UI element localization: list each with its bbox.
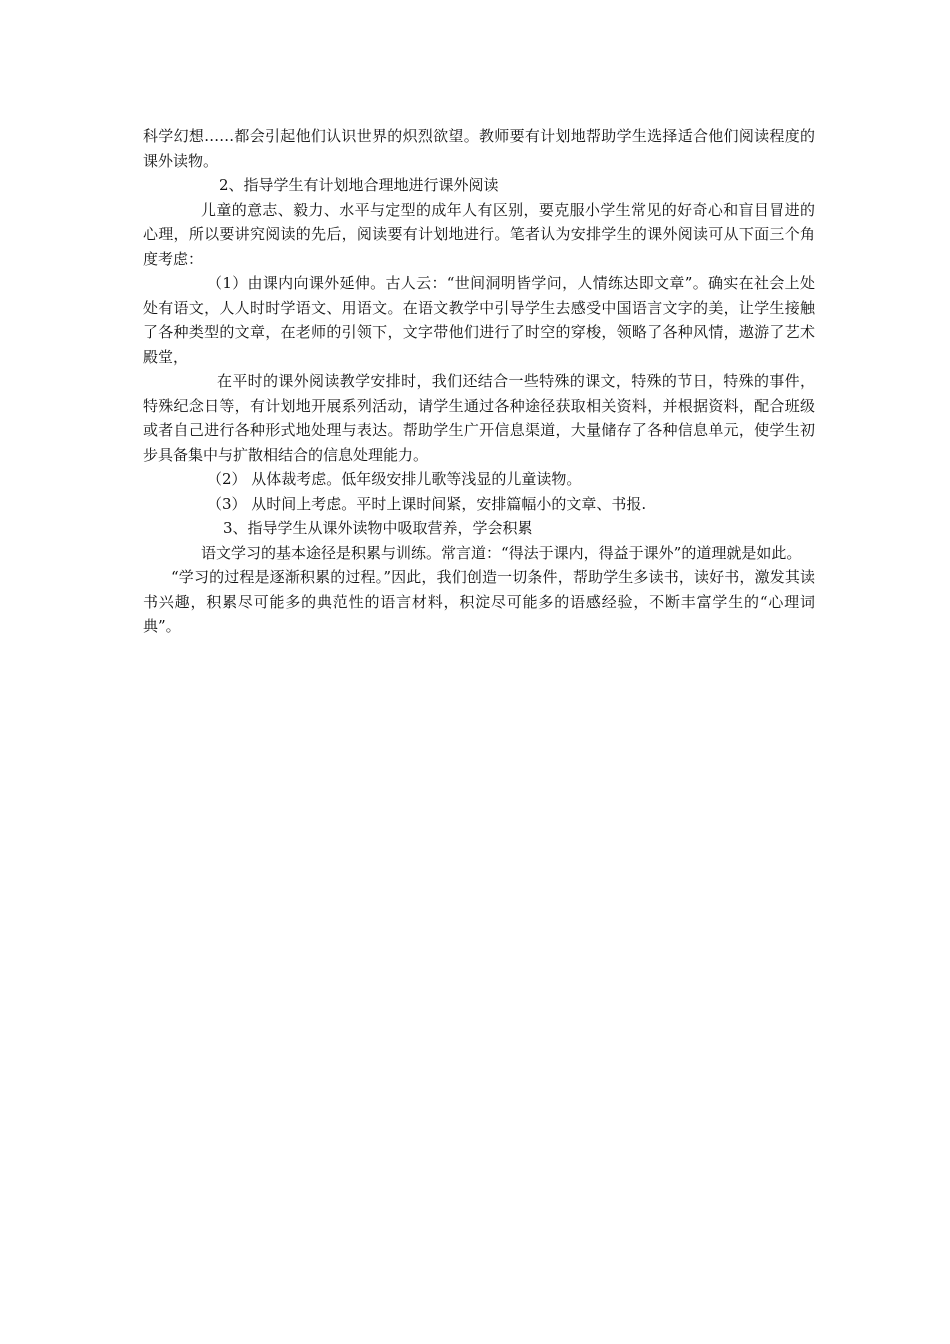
paragraph-item-2: （2） 从体裁考虑。低年级安排儿歌等浅显的儿童读物。 — [207, 470, 582, 488]
paragraph-item-3: （3） 从时间上考虑。平时上课时间紧，安排篇幅小的文章、书报. — [207, 494, 647, 513]
document-body — [143, 124, 815, 639]
paragraph-intro: 儿童的意志、毅力、水平与定型的成年人有区别，要克服小学生常见的好奇心和盲目冒进的心理，所以要讲究阅读的先后，阅读要有计划地进行。笔者认为安排学生的课外阅读可从下面三个角度考虑： — [143, 200, 815, 268]
paragraph-continuation: 科学幻想……都会引起他们认识世界的炽烈欲望。教师要有计划地帮助学生选择适合他们阅读程度的课外读物。 — [143, 127, 815, 170]
paragraph-conclusion: “学习的过程是逐渐积累的过程。”因此，我们创造一切条件，帮助学生多读书，读好书，激发其读书兴趣，积累尽可能多的典范性的语言材料，积淀尽可能多的语感经验，不断丰富学生的“心理词典”。 — [143, 568, 815, 635]
paragraph-item-1: （1）由课内向课外延伸。古人云：“世间洞明皆学问，人情练达即文章”。确实在社会上处处有语文，人人时时学语文、用语文。在语文教学中引导学生去感受中国语言文字的美，让学生接触了各种类型的文章，在老师的引领下，文字带他们进行了时空的穿梭，领略了各种风情，遨游了艺术殿堂， — [143, 274, 815, 366]
paragraph-activities: 在平时的课外阅读教学安排时，我们还结合一些特殊的课文，特殊的节日，特殊的事件，特殊纪念日等，有计划地开展系列活动，请学生通过各种途径获取相关资料，并根据资料，配合班级或者自己进行各种形式地处理与表达。帮助学生广开信息渠道，大量储存了各种信息单元，使学生初步具备集中与扩散相结合的信息处理能力。 — [143, 372, 815, 464]
section-heading-3: 3、指导学生从课外读物中吸取营养，学会积累 — [223, 519, 533, 537]
section-heading-2: 2、指导学生有计划地合理地进行课外阅读 — [219, 176, 499, 194]
paragraph-basics: 语文学习的基本途径是积累与训练。常言道：“得法于课内，得益于课外”的道理就是如此。 — [201, 543, 802, 562]
